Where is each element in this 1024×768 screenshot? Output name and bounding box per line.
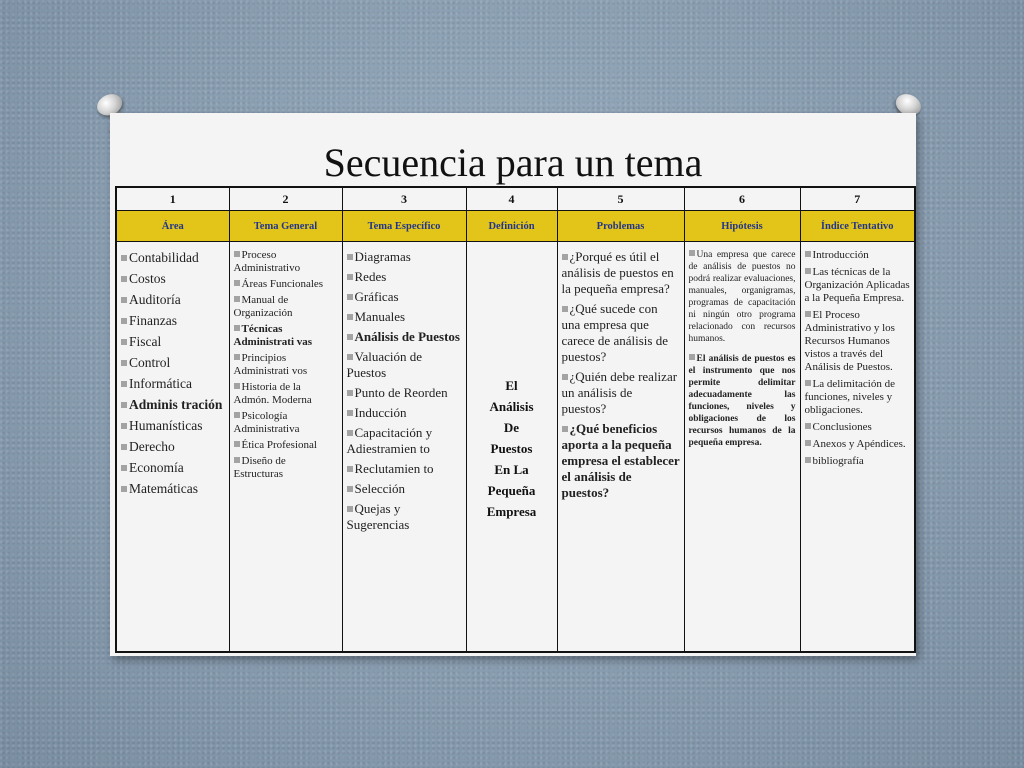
bullet-icon: [805, 251, 811, 257]
list-item: Adminis tración: [121, 396, 225, 413]
list-item: Psicología Administrativa: [233, 410, 300, 435]
bullet-icon: [689, 250, 695, 256]
column-number: 3: [342, 187, 466, 211]
indice-tentativo-cell: [800, 242, 915, 653]
list-item: Humanísticas: [121, 417, 225, 434]
list-item: Auditoría: [121, 291, 225, 308]
column-number: 4: [466, 187, 557, 211]
bullet-icon: [234, 457, 240, 463]
bullet-icon: [121, 444, 127, 450]
content-row: [116, 242, 915, 653]
list-item: El Proceso Administrativo y los Recursos Humanos vistos a través del Análisis de Puestos.: [804, 309, 895, 373]
bullet-icon: [347, 430, 353, 436]
bullet-icon: [121, 381, 127, 387]
list-item: Proceso Administrativo: [233, 249, 301, 274]
list-item: Reclutamien to: [347, 461, 462, 477]
bullet-icon: [347, 354, 353, 360]
bullet-icon: [234, 296, 240, 302]
problemas-cell: [557, 242, 684, 653]
list-item: Análisis de Puestos: [347, 329, 462, 345]
bullet-icon: [234, 441, 240, 447]
list-item: ¿Quién debe realizar un análisis de puestos?: [561, 369, 678, 416]
bullet-icon: [805, 423, 811, 429]
list-item: ¿Qué beneficios aporta a la pequeña empresa el establecer el análisis de puestos?: [561, 421, 680, 500]
list-item: Quejas y Sugerencias: [346, 501, 410, 532]
bullet-icon: [805, 311, 811, 317]
list-item: Gráficas: [347, 289, 462, 305]
tema-especifico-cell: [342, 242, 466, 653]
bullet-icon: [805, 268, 811, 274]
list-item: Diseño de Estructuras: [233, 455, 286, 480]
bullet-icon: [805, 380, 811, 386]
bullet-icon: [234, 251, 240, 257]
list-item: bibliografía: [805, 455, 911, 468]
bullet-icon: [234, 412, 240, 418]
bullet-icon: [689, 354, 695, 360]
column-number-row: [116, 187, 915, 211]
bullet-icon: [121, 465, 127, 471]
list-item: Manual de Organización: [233, 294, 293, 319]
list-item: Capacitación y Adiestramien to: [346, 425, 433, 456]
list-item: Informática: [121, 375, 225, 392]
bullet-icon: [121, 486, 127, 492]
header-area: Área: [116, 211, 229, 242]
list-item: ¿Qué sucede con una empresa que carece de análisis de puestos?: [561, 301, 668, 364]
bullet-icon: [347, 390, 353, 396]
list-item: Finanzas: [121, 312, 225, 329]
list-item: ¿Porqué es útil el análisis de puestos en la pequeña empresa?: [561, 249, 674, 296]
list-item: Inducción: [347, 405, 462, 421]
list-item: Punto de Reorden: [347, 385, 462, 401]
bullet-icon: [234, 383, 240, 389]
list-item: Principios Administrati vos: [233, 352, 308, 377]
list-item: Las técnicas de la Organización Aplicadas a la Pequeña Empresa.: [804, 266, 910, 304]
header-hipotesis: Hipótesis: [684, 211, 800, 242]
list-item: Derecho: [121, 438, 225, 455]
bullet-icon: [121, 255, 127, 261]
bullet-icon: [805, 440, 811, 446]
column-number: 5: [557, 187, 684, 211]
list-item: Técnicas Administrati vas: [233, 323, 313, 348]
list-item: La delimitación de funciones, niveles y obligaciones.: [804, 378, 895, 416]
area-cell: [116, 242, 229, 653]
list-item: Control: [121, 354, 225, 371]
bullet-icon: [347, 294, 353, 300]
list-item: Selección: [347, 481, 462, 497]
bullet-icon: [562, 426, 568, 432]
list-item: Valuación de Puestos: [346, 349, 423, 380]
list-item: Fiscal: [121, 333, 225, 350]
header-definicion: Definición: [466, 211, 557, 242]
bullet-icon: [121, 402, 127, 408]
bullet-icon: [121, 318, 127, 324]
list-item: Anexos y Apéndices.: [805, 438, 911, 451]
definicion-cell: [466, 242, 557, 653]
bullet-icon: [347, 486, 353, 492]
bullet-icon: [121, 360, 127, 366]
bullet-icon: [805, 457, 811, 463]
column-number: 1: [116, 187, 229, 211]
hipotesis-cell: [684, 242, 800, 653]
header-tema-especifico: Tema Específico: [342, 211, 466, 242]
bullet-icon: [347, 254, 353, 260]
column-number: 7: [800, 187, 915, 211]
bullet-icon: [121, 423, 127, 429]
bullet-icon: [347, 334, 353, 340]
header-tema-general: Tema General: [229, 211, 342, 242]
bullet-icon: [562, 306, 568, 312]
column-header-row: [116, 211, 915, 242]
bullet-icon: [562, 254, 568, 260]
list-item: Diagramas: [347, 249, 462, 265]
bullet-icon: [121, 297, 127, 303]
bullet-icon: [234, 325, 240, 331]
bullet-icon: [562, 374, 568, 380]
list-item: Redes: [347, 269, 462, 285]
slide-card: [110, 113, 916, 656]
definition-text: El Análisis De Puestos En La Pequeña Empresa: [486, 377, 537, 519]
list-item: Manuales: [347, 309, 462, 325]
list-item: Ética Profesional: [234, 439, 338, 452]
list-item: Economía: [121, 459, 225, 476]
list-item: Contabilidad: [121, 249, 225, 266]
bullet-icon: [234, 354, 240, 360]
bullet-icon: [121, 276, 127, 282]
bullet-icon: [347, 314, 353, 320]
tema-general-cell: [229, 242, 342, 653]
list-item: Historia de la Admón. Moderna: [233, 381, 312, 406]
column-number: 6: [684, 187, 800, 211]
bullet-icon: [121, 339, 127, 345]
list-item: Introducción: [805, 249, 911, 262]
list-item: Matemáticas: [121, 480, 225, 497]
bullet-icon: [234, 280, 240, 286]
header-problemas: Problemas: [557, 211, 684, 242]
list-item: El análisis de puestos es el instrumento que nos permite delimitar adecuadamente las funciones, niveles y obligaciones de los recursos humanos de la pequeña empresa.: [688, 354, 796, 448]
list-item: Conclusiones: [805, 421, 911, 434]
bullet-icon: [347, 506, 353, 512]
bullet-icon: [347, 410, 353, 416]
list-item: Una empresa que carece de análisis de puestos no podrá realizar evaluaciones, manuales, organigramas, programas de capacitación ni ningún otro programa relacionado con recursos humanos.: [688, 250, 796, 344]
slide-title: Secuencia para un tema: [323, 140, 703, 185]
bullet-icon: [347, 274, 353, 280]
column-number: 2: [229, 187, 342, 211]
header-indice-tentativo: Índice Tentativo: [800, 211, 915, 242]
sequence-table: [115, 186, 916, 653]
list-item: Áreas Funcionales: [234, 278, 338, 291]
bullet-icon: [347, 466, 353, 472]
list-item: Costos: [121, 270, 225, 287]
